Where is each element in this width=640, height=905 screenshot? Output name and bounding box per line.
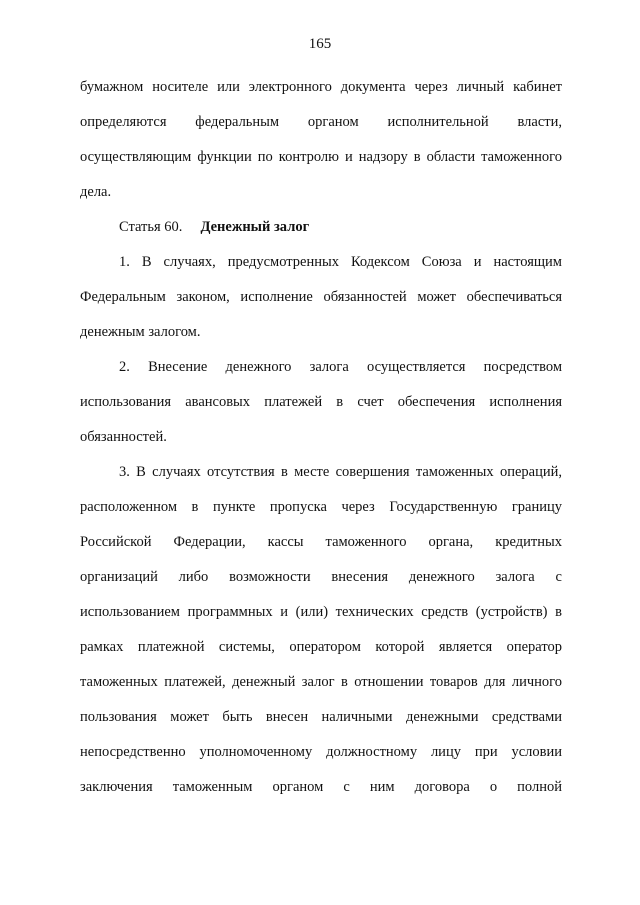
article-title: Денежный залог bbox=[200, 219, 310, 235]
article-number: Статья 60. bbox=[119, 219, 183, 235]
text-line: дела. bbox=[80, 184, 112, 200]
text-line: 3. В случаях отсутствия в месте совершения таможенных операций, bbox=[119, 464, 562, 480]
text-line: непосредственно уполномоченному должностному лицу при условии bbox=[80, 744, 562, 760]
text-line: использованием программных и (или) технических средств (устройств) в bbox=[80, 604, 562, 620]
paragraph-3 bbox=[80, 455, 562, 805]
intro-paragraph bbox=[80, 70, 562, 210]
text-line: определяются федеральным органом исполнительной власти, bbox=[80, 114, 562, 130]
text-line: заключения таможенным органом с ним договора о полной bbox=[80, 779, 562, 795]
article-heading bbox=[80, 210, 562, 245]
text-line: 2. Внесение денежного залога осуществляется посредством bbox=[119, 359, 562, 375]
paragraph-1 bbox=[80, 245, 562, 350]
paragraph-2 bbox=[80, 350, 562, 455]
text-line: обязанностей. bbox=[80, 429, 167, 445]
text-line: использования авансовых платежей в счет обеспечения исполнения bbox=[80, 394, 562, 410]
text-line: 1. В случаях, предусмотренных Кодексом Союза и настоящим bbox=[119, 254, 562, 270]
text-line: таможенных платежей, денежный залог в отношении товаров для личного bbox=[80, 674, 562, 690]
text-line: Федеральным законом, исполнение обязанностей может обеспечиваться bbox=[80, 289, 562, 305]
text-line: пользования может быть внесен наличными денежными средствами bbox=[80, 709, 562, 725]
text-line: осуществляющим функции по контролю и надзору в области таможенного bbox=[80, 149, 562, 165]
text-line: организаций либо возможности внесения денежного залога с bbox=[80, 569, 562, 585]
text-line: денежным залогом. bbox=[80, 324, 201, 340]
text-line: бумажном носителе или электронного документа через личный кабинет bbox=[80, 79, 562, 95]
document-body bbox=[80, 70, 562, 805]
text-line: расположенном в пункте пропуска через Государственную границу bbox=[80, 499, 562, 515]
text-line: рамках платежной системы, оператором которой является оператор bbox=[80, 639, 562, 655]
text-line: Российской Федерации, кассы таможенного органа, кредитных bbox=[80, 534, 562, 550]
page-number: 165 bbox=[308, 36, 332, 52]
